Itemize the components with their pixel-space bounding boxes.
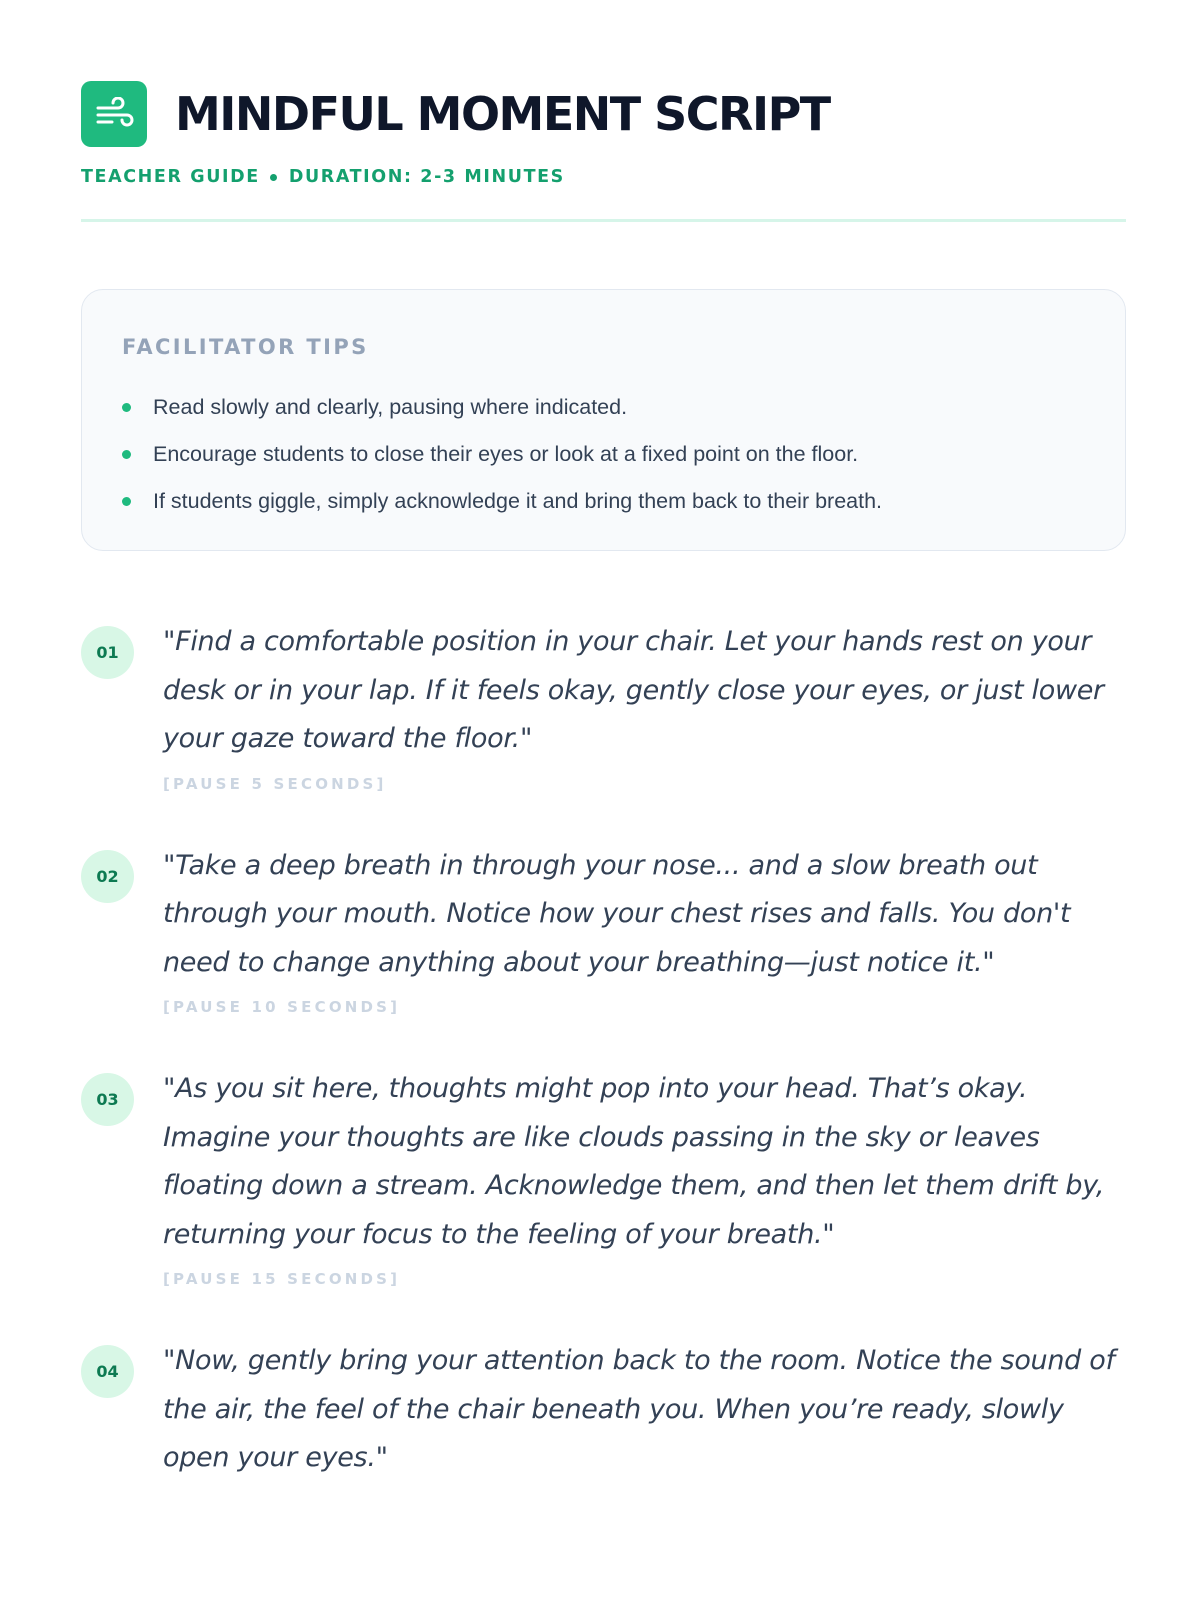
tip-item xyxy=(122,384,1085,431)
pause-instruction: [PAUSE 5 SECONDS] xyxy=(163,774,387,793)
tip-item xyxy=(122,431,1085,478)
wind-icon xyxy=(81,81,147,147)
step-script-text: "Take a deep breath in through your nose... and a slow breath out through your mouth. Notice how your chest rises and falls. You don't need to change anything about your breathing—just notice it." xyxy=(163,849,1071,978)
facilitator-tips-box xyxy=(81,289,1126,551)
pause-instruction: [PAUSE 10 SECONDS] xyxy=(163,998,401,1016)
bullet-separator xyxy=(270,174,277,181)
step-number-badge: 02 xyxy=(81,850,134,903)
step-number-badge: 01 xyxy=(81,626,134,679)
tip-item xyxy=(122,478,1085,525)
step-number-badge: 03 xyxy=(81,1073,134,1126)
page-title: MINDFUL MOMENT SCRIPT xyxy=(175,86,830,141)
subtitle xyxy=(81,165,1126,189)
step-script-text: "Now, gently bring your attention back to the room. Notice the sound of the air, the feel of the chair beneath you. When you’re ready, slowly open your eyes." xyxy=(163,1345,1115,1473)
header xyxy=(81,80,1126,147)
subtitle-duration: DURATION: 2-3 MINUTES xyxy=(288,167,565,187)
bullet-icon xyxy=(122,403,131,412)
bullet-icon xyxy=(122,497,131,506)
script-steps xyxy=(81,618,1126,1483)
script-step xyxy=(81,842,1126,1018)
tips-heading: FACILITATOR TIPS xyxy=(122,335,369,359)
step-script-text: "Find a comfortable position in your chair. Let your hands rest on your desk or in your lap. If it feels okay, gently close your eyes, or just lower your gaze toward the floor." xyxy=(163,626,1104,754)
script-step xyxy=(81,1337,1126,1483)
script-step xyxy=(81,618,1126,794)
step-script-text: "As you sit here, thoughts might pop into your head. That’s okay. Imagine your thoughts are like clouds passing in the sky or leaves floating down a stream. Acknowledge them, and then let them drift by, returning your focus to the feeling of your breath." xyxy=(163,1073,1105,1250)
script-step xyxy=(81,1065,1126,1289)
page xyxy=(81,80,1126,1483)
tip-text: Read slowly and clearly, pausing where indicated. xyxy=(153,395,628,419)
bullet-icon xyxy=(122,450,131,459)
step-number-badge: 04 xyxy=(81,1345,134,1398)
tips-list xyxy=(122,384,1085,525)
tip-text: Encourage students to close their eyes or look at a fixed point on the floor. xyxy=(153,442,859,466)
header-divider xyxy=(81,219,1126,222)
subtitle-guide: TEACHER GUIDE xyxy=(81,167,260,187)
tip-text: If students giggle, simply acknowledge it and bring them back to their breath. xyxy=(153,489,883,513)
pause-instruction: [PAUSE 15 SECONDS] xyxy=(163,1270,401,1288)
